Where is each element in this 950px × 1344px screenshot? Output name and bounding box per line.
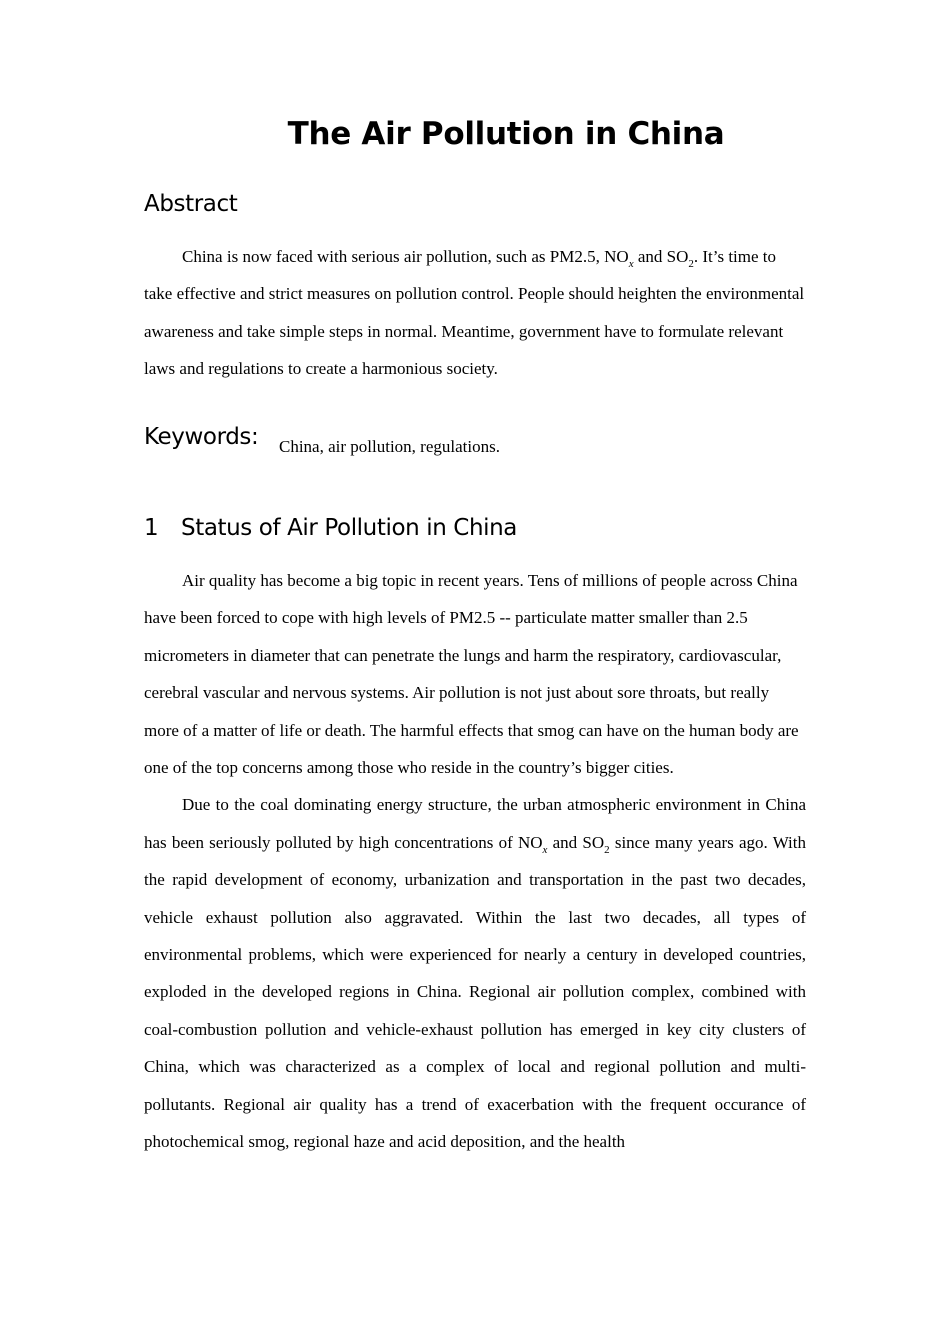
paragraph-1-text-a: Air quality has become a big topic in recent years. Tens of millions of people across China have been forced to cope with high levels of PM2.5 -- particulate matter smaller than 2.5 micrometers in diameter that can penetrate the lungs and harm the respiratory, cardiovascular, cerebral vascular and nervous systems. Air pollution is [144, 571, 798, 703]
keywords-text: China, air pollution, regulations. [279, 437, 500, 456]
subscript-2: 2 [688, 258, 694, 270]
keywords-row [144, 424, 500, 456]
subscript-2: 2 [604, 843, 610, 856]
subscript-x: x [542, 843, 548, 856]
section-1-heading [144, 513, 517, 543]
keywords-label: Keywords: [144, 424, 259, 450]
abstract-text-3: . It’s time to take effective and strict measures on pollution control. People should heighten the environmental awareness and take simple steps in normal. Meantime, government have to formulate relevant laws and regulations to create a harmonious society. [144, 247, 805, 379]
paragraph-2-text-c: since many years ago. With the rapid development of economy, urbanization and transportation in the past two decades, vehicle exhaust pollution also aggravated. Within the last two decades, all types of environmental problems, which were experienced for nearly a century in developed countries, exploded in the developed regions in China. Regional air pollution complex, combined with coal-combustion pollution and vehicle-exhaust pollution has emerged in key city clusters of China, which was characterized as a complex of local and regional pollution and multi-pollutants. Regional air quality has a trend of exacerbation with the frequent occurance of photochemical smog, regional haze and acid deposition, and the health [144, 832, 807, 1152]
paper-title: The Air Pollution in China [287, 116, 725, 152]
section-1-body [144, 562, 806, 1161]
abstract-text-2: and SO [633, 247, 689, 266]
abstract-heading: Abstract [144, 191, 238, 217]
abstract-text-1: China is now faced with serious air pollution, such as PM2.5, NO [182, 247, 629, 266]
subscript-x: x [628, 258, 634, 270]
section-1-paragraph-1 [144, 562, 806, 786]
section-title: Status of Air Pollution in China [181, 515, 517, 541]
paragraph-2-text-b: and SO [547, 832, 605, 852]
section-number: 1 [144, 515, 159, 541]
abstract-body [144, 238, 806, 388]
paragraph-1-text-b: not [520, 683, 543, 703]
section-1-paragraph-2 [144, 786, 806, 1160]
paragraph-1-text-c: just about sore throats, but really more of a matter of life or death. The harmful effects that smog can have on the human body are one of the top concerns among those who reside in the country’s bigger cities. [144, 683, 799, 778]
abstract-paragraph [144, 238, 806, 388]
paragraph-2-text-a: Due to the coal dominating energy structure, the urban atmospheric environment in China has been seriously polluted by high concentrations of NO [144, 795, 806, 852]
